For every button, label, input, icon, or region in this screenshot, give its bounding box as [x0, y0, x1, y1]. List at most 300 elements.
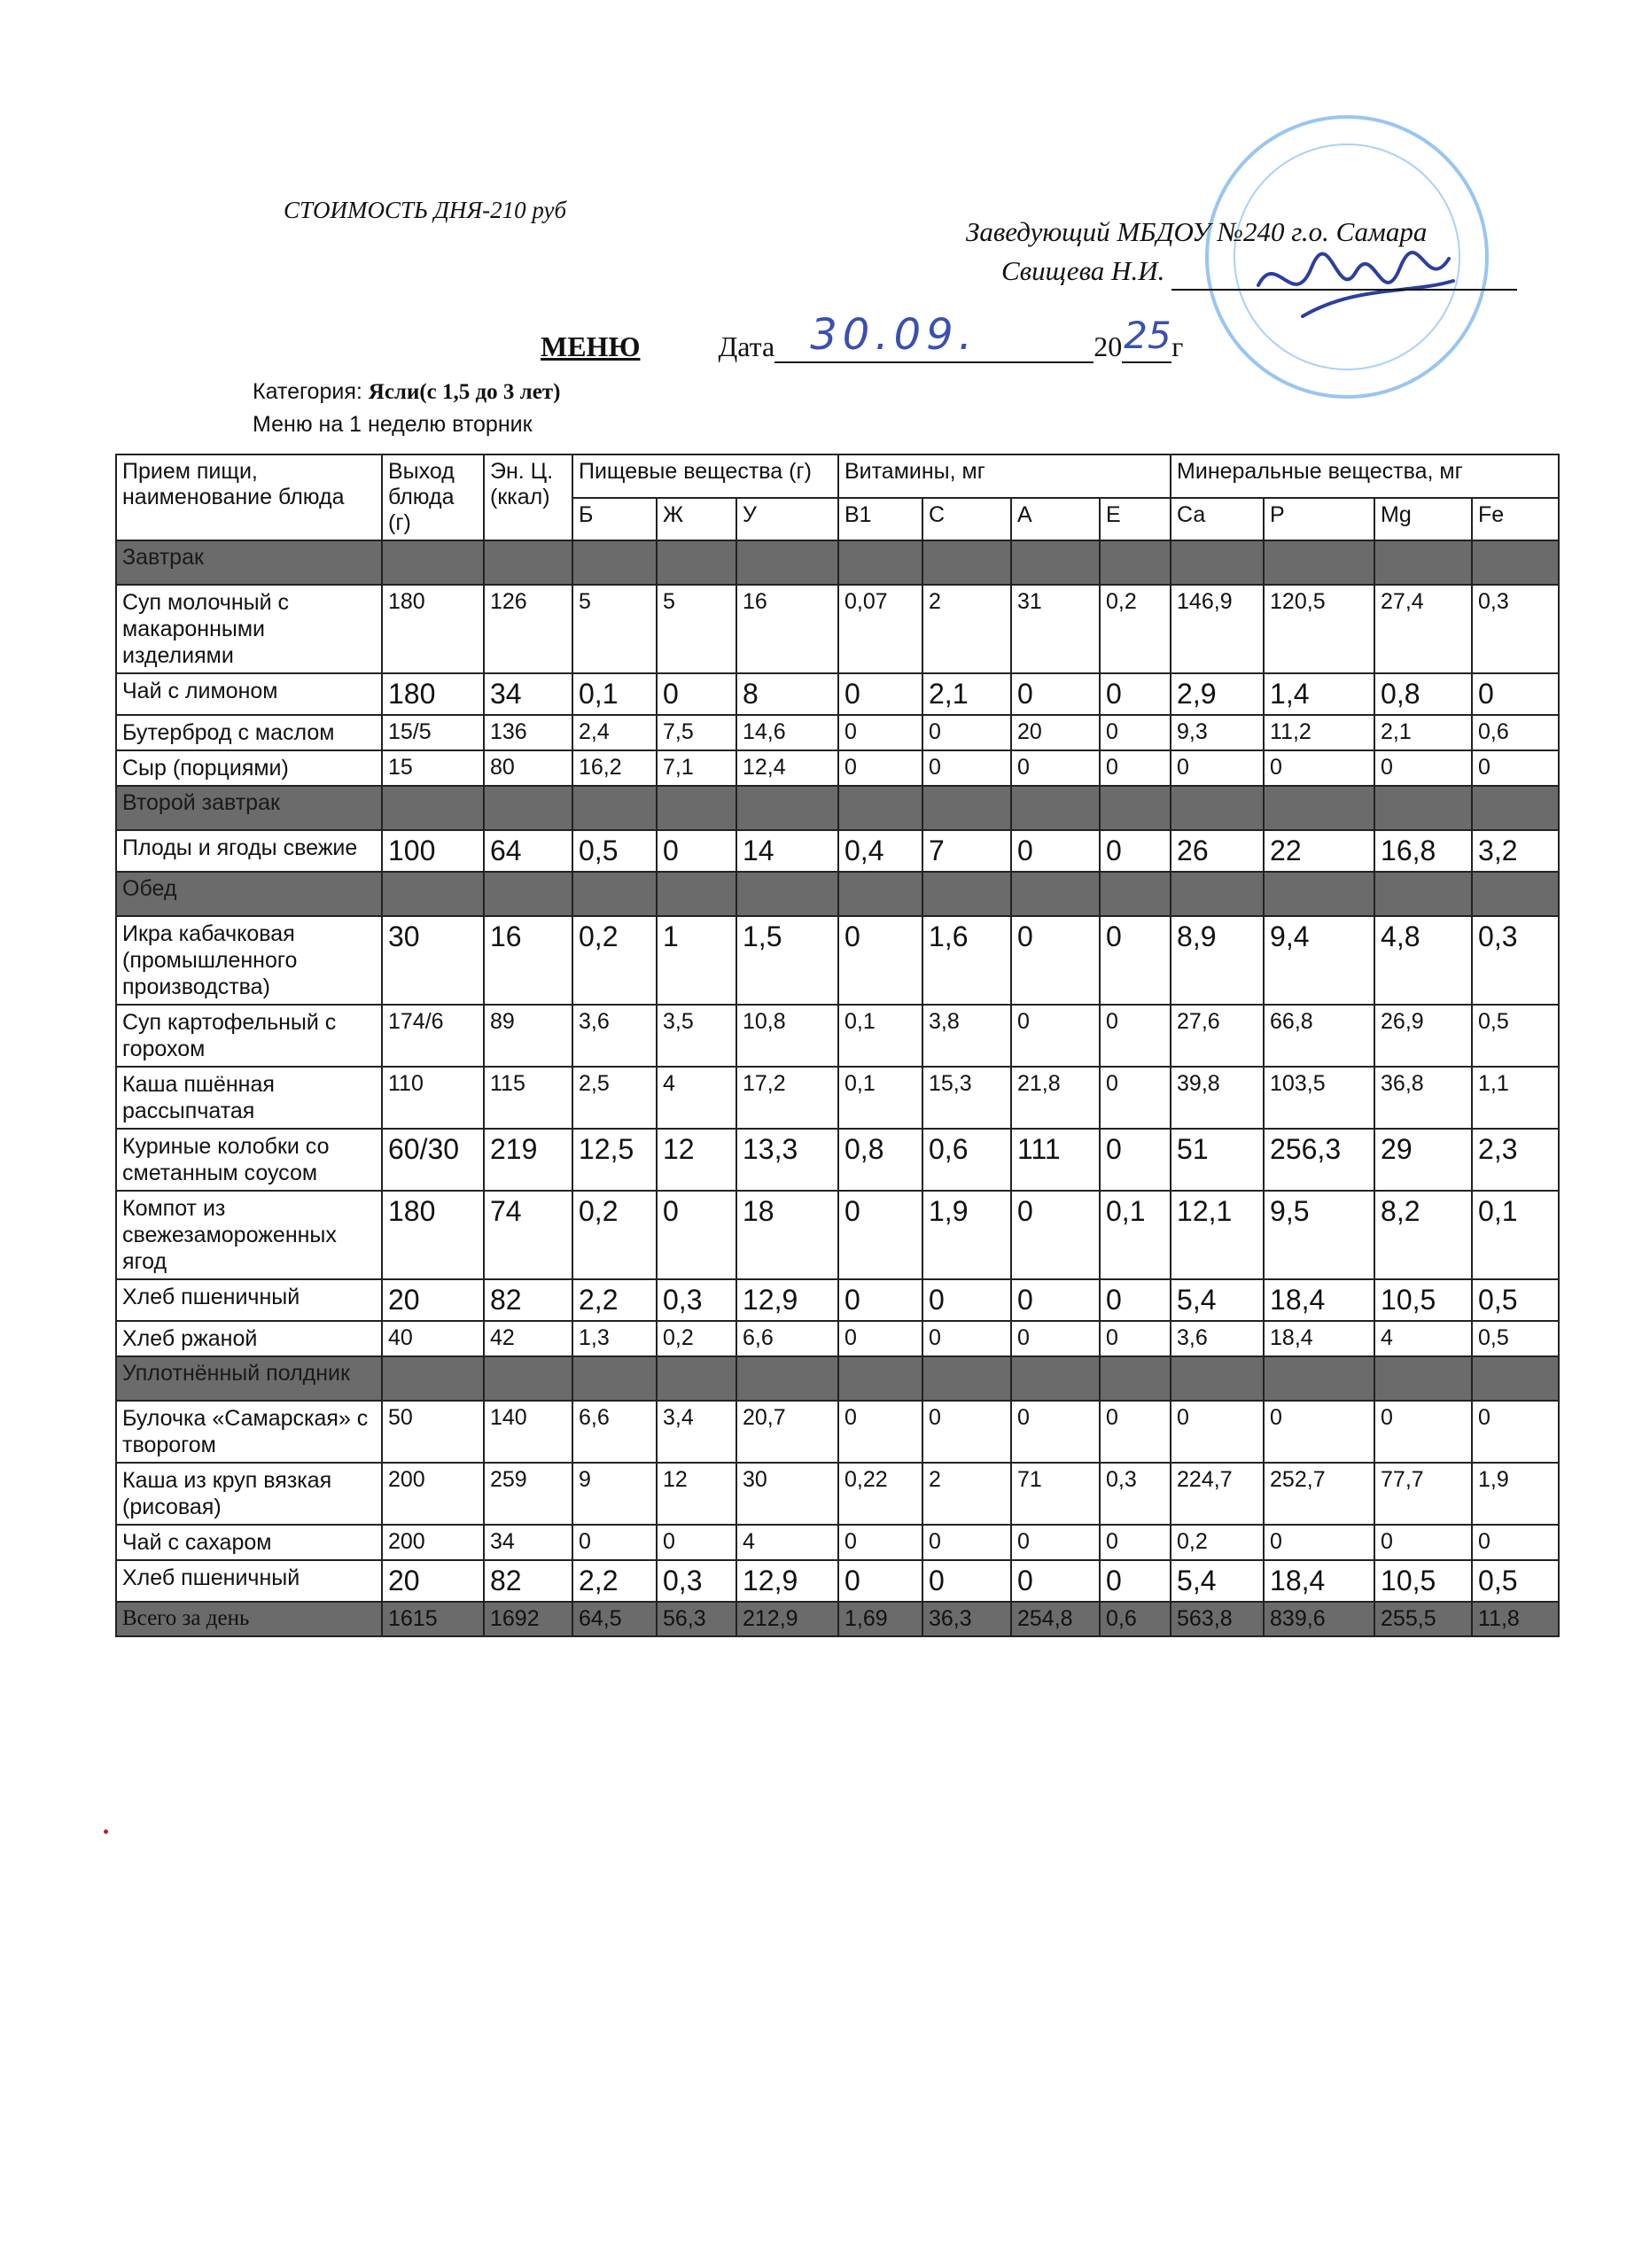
section-filler [922, 786, 1011, 830]
value-cell: 7 [922, 830, 1011, 872]
section-filler [1472, 786, 1559, 830]
dish-name: Компот из свежезамороженных ягод [116, 1191, 382, 1279]
value-cell: 200 [382, 1463, 484, 1525]
value-cell: 0 [657, 1191, 736, 1279]
section-filler [484, 786, 572, 830]
section-row [116, 872, 1559, 916]
total-value: 36,3 [922, 1602, 1011, 1636]
value-cell: 12 [657, 1129, 736, 1191]
table-row [116, 1191, 1559, 1279]
value-cell: 0 [1011, 1321, 1100, 1356]
value-cell: 0 [922, 1401, 1011, 1463]
dish-name: Суп молочный с макаронными изделиями [116, 585, 382, 673]
value-cell: 4 [736, 1525, 838, 1560]
value-cell: 256,3 [1264, 1129, 1374, 1191]
year-prefix: 20 [1094, 330, 1123, 362]
value-cell: 0,1 [1472, 1191, 1559, 1279]
value-cell: 20 [1011, 715, 1100, 750]
value-cell: 18,4 [1264, 1321, 1374, 1356]
section-filler [838, 872, 922, 916]
section-filler [838, 1356, 922, 1401]
dish-name: Бутерброд с маслом [116, 715, 382, 750]
value-cell: 0,3 [1472, 916, 1559, 1005]
value-cell: 0 [1100, 916, 1171, 1005]
value-cell: 20,7 [736, 1401, 838, 1463]
section-filler [736, 540, 838, 585]
section-filler [736, 872, 838, 916]
value-cell: 0 [1011, 1279, 1100, 1321]
value-cell: 8,2 [1374, 1191, 1472, 1279]
value-cell: 0 [1472, 1401, 1559, 1463]
value-cell: 2,4 [572, 715, 657, 750]
section-row [116, 540, 1559, 585]
total-row [116, 1602, 1559, 1636]
value-cell: 0,2 [657, 1321, 736, 1356]
value-cell: 0 [838, 1525, 922, 1560]
value-cell: 0,2 [1100, 585, 1171, 673]
value-cell: 0 [1374, 1525, 1472, 1560]
dish-name: Хлеб ржаной [116, 1321, 382, 1356]
value-cell: 9,4 [1264, 916, 1374, 1005]
table-row [116, 1321, 1559, 1356]
value-cell: 0 [922, 750, 1011, 786]
value-cell: 0 [657, 673, 736, 715]
value-cell: 30 [382, 916, 484, 1005]
value-cell: 0 [1100, 750, 1171, 786]
value-cell: 15/5 [382, 715, 484, 750]
section-title: Уплотнённый полдник [116, 1356, 382, 1401]
value-cell: 7,1 [657, 750, 736, 786]
section-filler [1374, 1356, 1472, 1401]
section-filler [657, 540, 736, 585]
value-cell: 1,9 [922, 1191, 1011, 1279]
section-filler [657, 872, 736, 916]
section-filler [1100, 540, 1171, 585]
value-cell: 12 [657, 1463, 736, 1525]
sub-b1: В1 [838, 498, 922, 541]
value-cell: 115 [484, 1067, 572, 1129]
value-cell: 0 [1472, 750, 1559, 786]
value-cell: 0 [922, 1525, 1011, 1560]
value-cell: 10,8 [736, 1005, 838, 1067]
value-cell: 26,9 [1374, 1005, 1472, 1067]
value-cell: 30 [736, 1463, 838, 1525]
value-cell: 0,5 [1472, 1279, 1559, 1321]
table-row [116, 1463, 1559, 1525]
value-cell: 0 [838, 1321, 922, 1356]
dish-name: Чай с лимоном [116, 673, 382, 715]
value-cell: 1,6 [922, 916, 1011, 1005]
value-cell: 0 [1100, 1279, 1171, 1321]
value-cell: 2,2 [572, 1279, 657, 1321]
value-cell: 10,5 [1374, 1279, 1472, 1321]
value-cell: 34 [484, 673, 572, 715]
value-cell: 12,9 [736, 1279, 838, 1321]
value-cell: 14 [736, 830, 838, 872]
value-cell: 42 [484, 1321, 572, 1356]
value-cell: 100 [382, 830, 484, 872]
date-handwritten: 30.09. [810, 310, 977, 360]
value-cell: 21,8 [1011, 1067, 1100, 1129]
section-filler [1374, 786, 1472, 830]
value-cell: 0 [838, 1191, 922, 1279]
value-cell: 15,3 [922, 1067, 1011, 1129]
value-cell: 66,8 [1264, 1005, 1374, 1067]
value-cell: 27,6 [1171, 1005, 1264, 1067]
total-label: Всего за день [116, 1602, 382, 1636]
value-cell: 1,5 [736, 916, 838, 1005]
table-row [116, 1279, 1559, 1321]
value-cell: 77,7 [1374, 1463, 1472, 1525]
total-value: 1615 [382, 1602, 484, 1636]
value-cell: 15 [382, 750, 484, 786]
table-row [116, 585, 1559, 673]
value-cell: 29 [1374, 1129, 1472, 1191]
section-filler [382, 872, 484, 916]
value-cell: 3,4 [657, 1401, 736, 1463]
sub-ca: Са [1171, 498, 1264, 541]
total-value: 255,5 [1374, 1602, 1472, 1636]
table-row [116, 750, 1559, 786]
value-cell: 12,1 [1171, 1191, 1264, 1279]
section-filler [572, 540, 657, 585]
value-cell: 5 [572, 585, 657, 673]
director-title: Заведующий МБДОУ №240 г.о. Самара [966, 216, 1428, 247]
total-value: 839,6 [1264, 1602, 1374, 1636]
value-cell: 10,5 [1374, 1560, 1472, 1602]
table-row [116, 1129, 1559, 1191]
value-cell: 0 [1011, 916, 1100, 1005]
value-cell: 6,6 [736, 1321, 838, 1356]
value-cell: 60/30 [382, 1129, 484, 1191]
header-nutrients: Пищевые вещества (г) [572, 454, 838, 498]
value-cell: 82 [484, 1560, 572, 1602]
value-cell: 17,2 [736, 1067, 838, 1129]
value-cell: 0,3 [1472, 585, 1559, 673]
value-cell: 18,4 [1264, 1279, 1374, 1321]
year-field [1122, 314, 1171, 363]
value-cell: 6,6 [572, 1401, 657, 1463]
table-row [116, 715, 1559, 750]
value-cell: 0 [1100, 715, 1171, 750]
year-suffix: г [1171, 330, 1184, 362]
sub-a: А [1011, 498, 1100, 541]
value-cell: 4,8 [1374, 916, 1472, 1005]
value-cell: 0 [1374, 1401, 1472, 1463]
date-field [774, 310, 1094, 363]
value-cell: 0 [838, 1401, 922, 1463]
section-filler [1264, 786, 1374, 830]
value-cell: 12,9 [736, 1560, 838, 1602]
table-row [116, 1525, 1559, 1560]
value-cell: 12,5 [572, 1129, 657, 1191]
value-cell: 0,3 [657, 1279, 736, 1321]
value-cell: 0 [1100, 1005, 1171, 1067]
value-cell: 26 [1171, 830, 1264, 872]
table-row [116, 673, 1559, 715]
value-cell: 34 [484, 1525, 572, 1560]
value-cell: 0,5 [572, 830, 657, 872]
value-cell: 0,2 [572, 916, 657, 1005]
value-cell: 0,4 [838, 830, 922, 872]
value-cell: 0,2 [1171, 1525, 1264, 1560]
section-filler [1171, 540, 1264, 585]
section-filler [838, 786, 922, 830]
header-vitamins: Витамины, мг [838, 454, 1171, 498]
value-cell: 0 [1374, 750, 1472, 786]
value-cell: 120,5 [1264, 585, 1374, 673]
dish-name: Хлеб пшеничный [116, 1560, 382, 1602]
value-cell: 74 [484, 1191, 572, 1279]
value-cell: 0,8 [1374, 673, 1472, 715]
menu-title-row [541, 310, 1184, 363]
value-cell: 136 [484, 715, 572, 750]
dish-name: Каша пшённая рассыпчатая [116, 1067, 382, 1129]
total-value: 254,8 [1011, 1602, 1100, 1636]
value-cell: 0 [838, 1560, 922, 1602]
section-filler [1100, 1356, 1171, 1401]
value-cell: 0 [922, 715, 1011, 750]
value-cell: 0 [1011, 1005, 1100, 1067]
value-cell: 0 [1011, 1401, 1100, 1463]
value-cell: 0,5 [1472, 1321, 1559, 1356]
section-filler [572, 872, 657, 916]
value-cell: 2 [922, 1463, 1011, 1525]
section-filler [922, 1356, 1011, 1401]
sub-p: Р [1264, 498, 1374, 541]
value-cell: 0 [1100, 1067, 1171, 1129]
section-filler [1472, 540, 1559, 585]
total-value: 64,5 [572, 1602, 657, 1636]
value-cell: 2,9 [1171, 673, 1264, 715]
value-cell: 0 [1011, 830, 1100, 872]
total-value: 1692 [484, 1602, 572, 1636]
value-cell: 200 [382, 1525, 484, 1560]
value-cell: 111 [1011, 1129, 1100, 1191]
value-cell: 0 [922, 1560, 1011, 1602]
value-cell: 0,8 [838, 1129, 922, 1191]
header-meal: Прием пищи, наименование блюда [116, 454, 382, 540]
value-cell: 18 [736, 1191, 838, 1279]
header-row [116, 454, 1559, 498]
value-cell: 0 [1264, 1525, 1374, 1560]
value-cell: 0 [1100, 1525, 1171, 1560]
sub-b: Б [572, 498, 657, 541]
value-cell: 12,4 [736, 750, 838, 786]
value-cell: 140 [484, 1401, 572, 1463]
value-cell: 110 [382, 1067, 484, 1129]
value-cell: 0 [657, 830, 736, 872]
total-value: 212,9 [736, 1602, 838, 1636]
section-title: Второй завтрак [116, 786, 382, 830]
value-cell: 1,1 [1472, 1067, 1559, 1129]
header-minerals: Минеральные вещества, мг [1171, 454, 1559, 498]
value-cell: 0,5 [1472, 1560, 1559, 1602]
value-cell: 0 [1100, 1401, 1171, 1463]
signature-line [1171, 262, 1517, 291]
value-cell: 4 [657, 1067, 736, 1129]
value-cell: 2 [922, 585, 1011, 673]
value-cell: 18,4 [1264, 1560, 1374, 1602]
section-filler [382, 1356, 484, 1401]
section-filler [1171, 786, 1264, 830]
value-cell: 0 [838, 1279, 922, 1321]
value-cell: 22 [1264, 830, 1374, 872]
dish-name: Булочка «Самарская» с творогом [116, 1401, 382, 1463]
section-filler [1011, 540, 1100, 585]
section-filler [736, 786, 838, 830]
section-title: Завтрак [116, 540, 382, 585]
value-cell: 0 [1171, 1401, 1264, 1463]
value-cell: 0 [838, 916, 922, 1005]
value-cell: 9,5 [1264, 1191, 1374, 1279]
value-cell: 0 [1011, 1191, 1100, 1279]
value-cell: 174/6 [382, 1005, 484, 1067]
value-cell: 0 [1472, 673, 1559, 715]
category-label: Категория: [253, 379, 369, 404]
value-cell: 0 [838, 750, 922, 786]
value-cell: 0 [1011, 1525, 1100, 1560]
dish-name: Куриные колобки со сметанным соусом [116, 1129, 382, 1191]
value-cell: 80 [484, 750, 572, 786]
value-cell: 0,2 [572, 1191, 657, 1279]
value-cell: 224,7 [1171, 1463, 1264, 1525]
value-cell: 0,1 [838, 1005, 922, 1067]
week-label: Меню на 1 неделю вторник [253, 412, 533, 437]
total-value: 0,6 [1100, 1602, 1171, 1636]
section-filler [1374, 872, 1472, 916]
value-cell: 3,5 [657, 1005, 736, 1067]
value-cell: 13,3 [736, 1129, 838, 1191]
director-name: Свищева Н.И. [1001, 255, 1165, 286]
value-cell: 27,4 [1374, 585, 1472, 673]
value-cell: 9 [572, 1463, 657, 1525]
value-cell: 0,1 [838, 1067, 922, 1129]
section-filler [1472, 1356, 1559, 1401]
value-cell: 5,4 [1171, 1560, 1264, 1602]
value-cell: 1,4 [1264, 673, 1374, 715]
dish-name: Чай с сахаром [116, 1525, 382, 1560]
date-label: Дата [718, 330, 775, 362]
value-cell: 0 [1264, 1401, 1374, 1463]
dish-name: Плоды и ягоды свежие [116, 830, 382, 872]
total-value: 56,3 [657, 1602, 736, 1636]
table-row [116, 1067, 1559, 1129]
value-cell: 0,6 [922, 1129, 1011, 1191]
value-cell: 1,3 [572, 1321, 657, 1356]
value-cell: 180 [382, 585, 484, 673]
section-filler [1472, 872, 1559, 916]
value-cell: 0,3 [1100, 1463, 1171, 1525]
value-cell: 0,1 [1100, 1191, 1171, 1279]
section-filler [484, 1356, 572, 1401]
value-cell: 0,22 [838, 1463, 922, 1525]
value-cell: 3,6 [572, 1005, 657, 1067]
section-filler [572, 1356, 657, 1401]
sub-c: С [922, 498, 1011, 541]
header-energy: Эн. Ц. (ккал) [484, 454, 572, 540]
value-cell: 0,3 [657, 1560, 736, 1602]
value-cell: 0 [1472, 1525, 1559, 1560]
section-filler [484, 872, 572, 916]
menu-body [116, 540, 1559, 1636]
value-cell: 82 [484, 1279, 572, 1321]
value-cell: 71 [1011, 1463, 1100, 1525]
dish-name: Каша из круп вязкая (рисовая) [116, 1463, 382, 1525]
table-row [116, 1005, 1559, 1067]
value-cell: 0 [1171, 750, 1264, 786]
section-row [116, 786, 1559, 830]
value-cell: 16 [736, 585, 838, 673]
value-cell: 0 [1100, 1321, 1171, 1356]
value-cell: 16 [484, 916, 572, 1005]
value-cell: 146,9 [1171, 585, 1264, 673]
section-filler [922, 872, 1011, 916]
dish-name: Икра кабачковая (промышленного производства) [116, 916, 382, 1005]
value-cell: 0 [1100, 1129, 1171, 1191]
value-cell: 5 [657, 585, 736, 673]
value-cell: 5,4 [1171, 1279, 1264, 1321]
day-cost: СТОИМОСТЬ ДНЯ-210 руб [284, 197, 567, 223]
total-value: 1,69 [838, 1602, 922, 1636]
value-cell: 2,3 [1472, 1129, 1559, 1191]
table-row [116, 830, 1559, 872]
section-filler [1100, 786, 1171, 830]
section-filler [1171, 872, 1264, 916]
value-cell: 40 [382, 1321, 484, 1356]
table-row [116, 1401, 1559, 1463]
value-cell: 11,2 [1264, 715, 1374, 750]
value-cell: 0 [838, 673, 922, 715]
menu-title: МЕНЮ [541, 330, 641, 362]
total-value: 11,8 [1472, 1602, 1559, 1636]
value-cell: 20 [382, 1279, 484, 1321]
value-cell: 0 [1011, 673, 1100, 715]
total-value: 563,8 [1171, 1602, 1264, 1636]
value-cell: 0 [1011, 750, 1100, 786]
sub-u: У [736, 498, 838, 541]
value-cell: 64 [484, 830, 572, 872]
value-cell: 50 [382, 1401, 484, 1463]
value-cell: 2,2 [572, 1560, 657, 1602]
section-filler [1374, 540, 1472, 585]
value-cell: 219 [484, 1129, 572, 1191]
section-filler [657, 786, 736, 830]
scan-speck [104, 1829, 108, 1834]
value-cell: 3,6 [1171, 1321, 1264, 1356]
table-row [116, 1560, 1559, 1602]
value-cell: 0 [657, 1525, 736, 1560]
value-cell: 0 [838, 715, 922, 750]
value-cell: 0 [922, 1279, 1011, 1321]
value-cell: 1 [657, 916, 736, 1005]
value-cell: 2,5 [572, 1067, 657, 1129]
value-cell: 252,7 [1264, 1463, 1374, 1525]
section-title: Обед [116, 872, 382, 916]
dish-name: Суп картофельный с горохом [116, 1005, 382, 1067]
section-filler [1264, 872, 1374, 916]
dish-name: Сыр (порциями) [116, 750, 382, 786]
section-filler [1011, 786, 1100, 830]
section-filler [736, 1356, 838, 1401]
category-block [253, 376, 560, 440]
value-cell: 0,07 [838, 585, 922, 673]
value-cell: 9,3 [1171, 715, 1264, 750]
section-filler [1011, 872, 1100, 916]
value-cell: 0 [1100, 1560, 1171, 1602]
value-cell: 4 [1374, 1321, 1472, 1356]
value-cell: 0,5 [1472, 1005, 1559, 1067]
